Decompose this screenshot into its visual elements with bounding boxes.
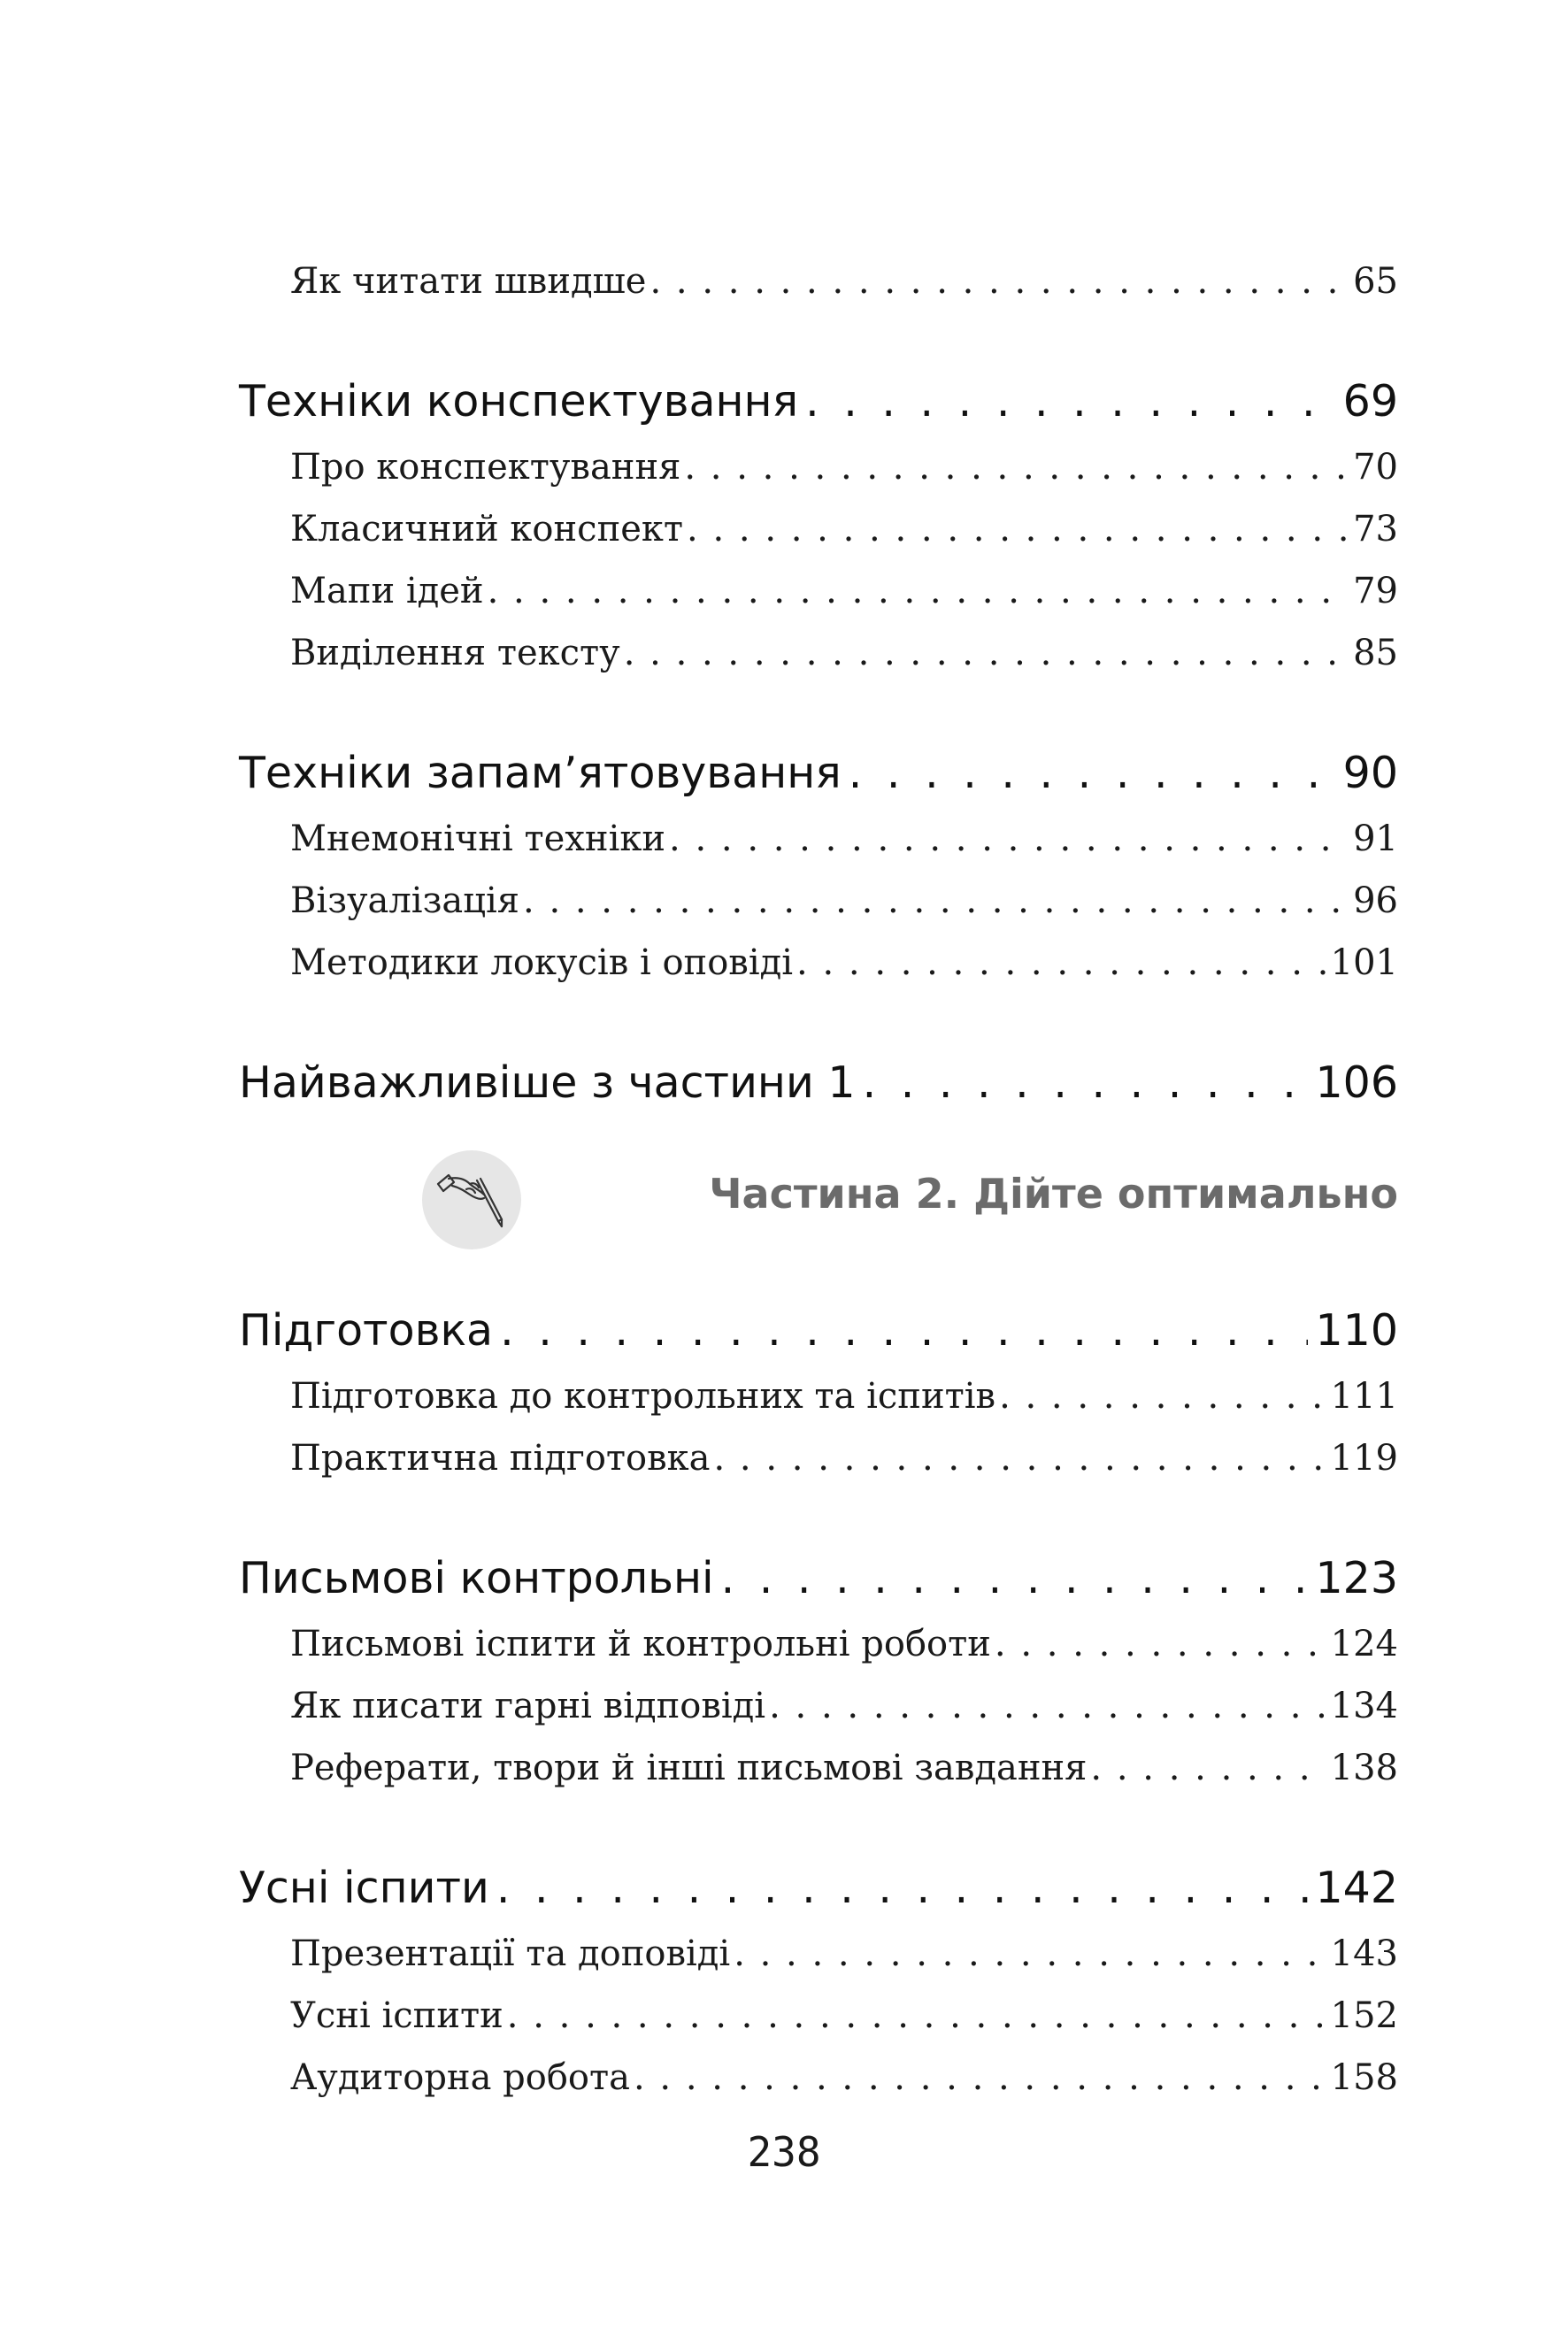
dot-leader (634, 2057, 1327, 2098)
section-title: Письмові контрольні (239, 1553, 714, 1603)
section-title: Техніки конспектування (239, 376, 799, 427)
entry-title: Презентації та доповіді (290, 1933, 731, 1974)
toc-subentry (290, 819, 1398, 859)
entry-page: 158 (1330, 2057, 1398, 2098)
toc-section (239, 1863, 1398, 1913)
section-title: Підготовка (239, 1305, 494, 1356)
dot-leader (995, 1624, 1327, 1664)
entry-title: Підготовка до контрольних та іспитів (290, 1376, 996, 1417)
entry-page: 124 (1330, 1624, 1398, 1664)
entry-title: Усні іспити (290, 1995, 503, 2036)
section-title: Техніки запам’ятовування (239, 748, 842, 798)
toc-subentry (290, 1438, 1398, 1479)
toc-section (239, 1057, 1398, 1108)
entry-page: 91 (1353, 819, 1398, 859)
toc-subentry (290, 1995, 1398, 2036)
dot-leader (849, 748, 1336, 798)
toc-section (239, 1305, 1398, 1356)
dot-leader (500, 1305, 1308, 1356)
dot-leader (488, 571, 1350, 611)
entry-title: Письмові іспити й контрольні роботи (290, 1624, 991, 1664)
hand-writing-icon (422, 1150, 521, 1249)
dot-leader (769, 1686, 1327, 1726)
section-page: 123 (1315, 1553, 1398, 1603)
entry-title: Класичний конспект (290, 509, 684, 550)
dot-leader (1090, 1748, 1326, 1788)
toc-subentry (290, 571, 1398, 611)
dot-leader (624, 633, 1349, 673)
entry-page: 143 (1330, 1933, 1398, 1974)
toc-subentry (290, 1376, 1398, 1417)
entry-title: Як писати гарні відповіді (290, 1686, 766, 1726)
toc-subentry (290, 942, 1398, 983)
entry-title: Аудиторна робота (290, 2057, 630, 2098)
dot-leader (734, 1933, 1326, 1974)
dot-leader (687, 509, 1349, 550)
entry-page: 111 (1330, 1376, 1398, 1417)
toc-subentry (290, 880, 1398, 921)
dot-leader (721, 1553, 1309, 1603)
dot-leader (649, 261, 1349, 302)
entry-title: Про конспектування (290, 447, 681, 488)
section-page: 142 (1315, 1863, 1398, 1913)
dot-leader (523, 880, 1349, 921)
section-title: Усні іспити (239, 1863, 489, 1913)
toc-subentry (290, 1624, 1398, 1664)
entry-page: 65 (1353, 261, 1398, 302)
dot-leader (496, 1863, 1309, 1913)
entry-page: 85 (1353, 633, 1398, 673)
toc-subentry (290, 1933, 1398, 1974)
section-title: Найважливіше з частини 1 (239, 1057, 856, 1108)
entry-title: Практична підготовка (290, 1438, 711, 1479)
entry-page: 101 (1330, 942, 1398, 983)
page-number: 238 (747, 2128, 821, 2176)
entry-title: Мапи ідей (290, 571, 484, 611)
toc-section (239, 748, 1398, 798)
toc-subentry (290, 2057, 1398, 2098)
entry-page: 152 (1330, 1995, 1398, 2036)
part-title: Частина 2. Дійте оптимально (709, 1170, 1398, 1218)
entry-title: Реферати, твори й інші письмові завдання (290, 1748, 1088, 1788)
dot-leader (507, 1995, 1327, 2036)
entry-title: Мнемонічні техніки (290, 819, 666, 859)
entry-page: 70 (1353, 447, 1398, 488)
dot-leader (863, 1057, 1309, 1108)
entry-page: 79 (1353, 571, 1398, 611)
dot-leader (805, 376, 1336, 427)
entry-page: 138 (1330, 1748, 1398, 1788)
dot-leader (714, 1438, 1327, 1479)
section-page: 69 (1342, 376, 1398, 427)
entry-title: Методики локусів і оповіді (290, 942, 794, 983)
dot-leader (669, 819, 1349, 859)
toc-subentry (290, 1686, 1398, 1726)
toc-subentry (290, 447, 1398, 488)
entry-title: Виділення тексту (290, 633, 620, 673)
part-header (181, 1150, 1398, 1265)
toc-subentry (290, 261, 1398, 302)
dot-leader (796, 942, 1327, 983)
entry-page: 119 (1330, 1438, 1398, 1479)
toc-subentry (290, 633, 1398, 673)
hand-writing-icon-graphic (431, 1159, 512, 1241)
toc-subentry (290, 509, 1398, 550)
entry-title: Як читати швидше (290, 261, 647, 302)
toc-section (239, 376, 1398, 427)
section-page: 110 (1315, 1305, 1398, 1356)
entry-page: 96 (1353, 880, 1398, 921)
toc-section (239, 1553, 1398, 1603)
entry-page: 134 (1330, 1686, 1398, 1726)
section-page: 106 (1315, 1057, 1398, 1108)
dot-leader (684, 447, 1349, 488)
entry-page: 73 (1353, 509, 1398, 550)
dot-leader (999, 1376, 1327, 1417)
section-page: 90 (1342, 748, 1398, 798)
entry-title: Візуалізація (290, 880, 520, 921)
toc-subentry (290, 1748, 1398, 1788)
